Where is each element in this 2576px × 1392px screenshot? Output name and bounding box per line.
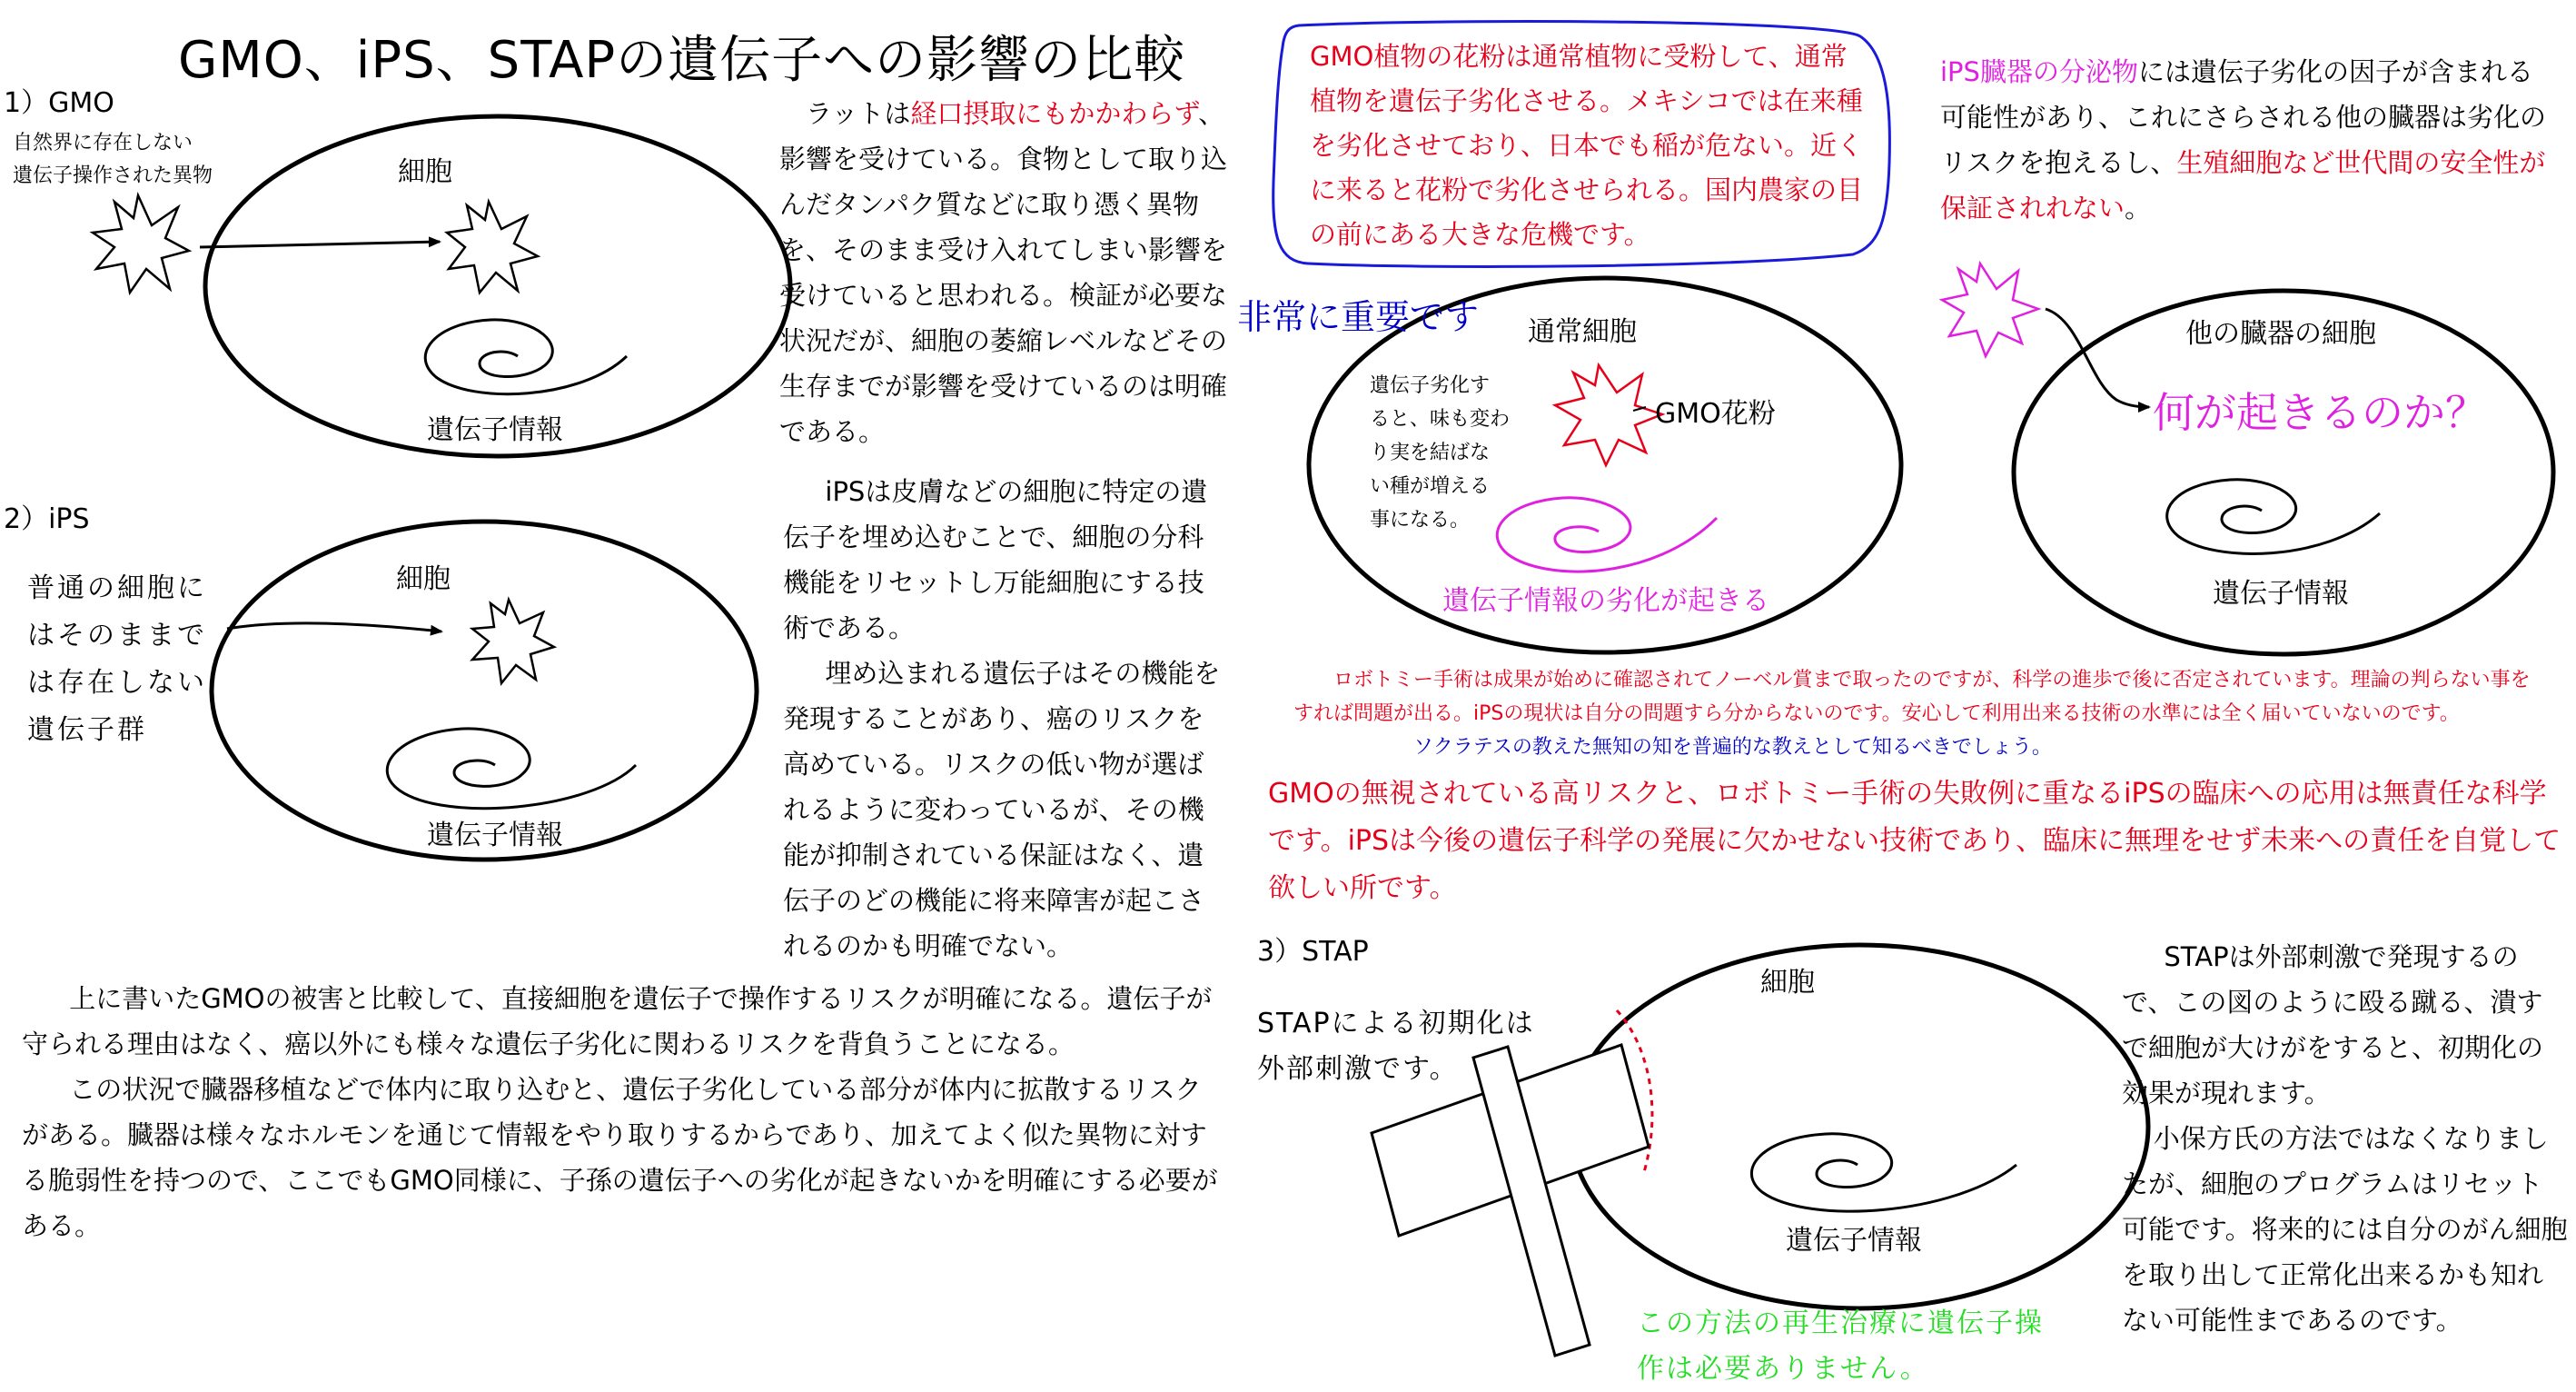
other-organ-cell-label: 他の臓器の細胞 (2185, 318, 2376, 350)
degraded-dna-spiral-icon (1497, 498, 1717, 572)
ips-gene-note-line: 遺伝子群 (27, 714, 147, 746)
ips-secretion-text-organ: iPS臓器の分泌物 (1940, 56, 2138, 87)
gmo-cell-label: 細胞 (398, 156, 452, 188)
degradation-effect-note-line: 遺伝子劣化す (1370, 374, 1491, 397)
gmo-dna-label: 遺伝子情報 (427, 414, 563, 446)
question-label: 何が起きるのか？ (2153, 388, 2487, 437)
ips-insert-arrow (227, 623, 441, 631)
conclusion-paragraph: GMOの無視されている高リスクと、ロボトミー手術の失敗例に重なるiPSの臨床への応用は無責任な科学です。iPSは今後の遺伝子科学の発展に欠かせない技術であり、臨床に無理をせず未来への責任を自覚して欲しい所です。 (1268, 778, 2561, 904)
foreign-matter-label-line: 遺伝子操作された異物 (13, 164, 213, 187)
ips-paragraph-2: 埋め込まれる遺伝子はその機能を発現することがあり、癌のリスクを高めている。リスクの低い物が選ばれるように変わっているが、その機能が抑制されている保証はなく、遺伝子のどの機能に将来障害が起こされるのかも明確でない。 (783, 658, 1221, 961)
section1-heading: 1）GMO (4, 87, 114, 119)
ips-gene-note-line: は存在しない (27, 667, 207, 699)
foreign-matter-label-line: 自然界に存在しない (13, 132, 193, 154)
bottom-paragraph-2: この状況で臓器移植などで体内に取り込むと、遺伝子劣化している部分が体内に拡散するリスクがある。臓器は様々なホルモンを通じて情報をやり取りするからであり、加えてよく似た異物に対する脆弱性を持つので、ここでもGMO同様に、子孫の遺伝子への劣化が起きないかを明確にする必要がある。 (22, 1074, 1218, 1241)
gmo-dna-spiral-icon (425, 320, 627, 394)
gmo-rat-text-1: ラットは (806, 98, 911, 129)
inserted-gene-star-icon (472, 600, 554, 683)
ips-dna-label: 遺伝子情報 (427, 820, 563, 851)
degradation-label: 遺伝子情報の劣化が起きる (1442, 585, 1769, 617)
important-label: 非常に重要です (1237, 297, 1480, 337)
stap-external-note (1257, 1001, 1535, 1092)
stap-paragraph-2: 小保方氏の方法ではなくなりましたが、細胞のプログラムはリセット可能です。将来的には自分のがん細胞を取り出して正常化出来るかも知れない可能性まであるのです。 (2122, 1123, 2568, 1336)
organ-dna-label: 遺伝子情報 (2213, 578, 2349, 610)
degradation-effect-note-line: ると、味も変わ (1370, 408, 1511, 431)
section3-heading: 3）STAP (1257, 936, 1369, 968)
ips-cell-label: 細胞 (396, 563, 451, 595)
ips-paragraph-1: iPSは皮膚などの細胞に特定の遺伝子を埋め込むことで、細胞の分科機能をリセットし万能細胞にする技術である。 (783, 476, 1208, 643)
ips-gene-note-line: 普通の細胞に (27, 572, 207, 604)
gmo-pollen-star-icon (1555, 365, 1662, 465)
stap-paragraph-1: STAPは外部刺激で発現するので、この図のように殴る蹴る、潰すで細胞が大けがをすると、初期化の効果が現れます。 (2122, 941, 2544, 1109)
gmo-rat-text-oral: 経口摂取にもかかわらず (910, 98, 1199, 129)
bottom-paragraph-1: 上に書いたGMOの被害と比較して、直接細胞を遺伝子で操作するリスクが明確になる。遺伝子が守られる理由はなく、癌以外にも様々な遺伝子劣化に関わるリスクを背負うことになる。 (22, 983, 1213, 1059)
gmo-pollen-label: GMO花粉 (1655, 398, 1776, 430)
foreign-matter-label (13, 127, 213, 193)
socrates-note-text: ソクラテスの教えた無知の知を普遍的な教えとして知るべきでしょう。 (1413, 736, 2052, 759)
gmo-entry-arrow (200, 242, 440, 247)
ips-dna-spiral-icon (387, 729, 636, 809)
section2-heading: 2）iPS (4, 503, 90, 535)
stap-external-note-line: STAPによる初期化は (1257, 1008, 1535, 1039)
degradation-effect-note-line: 事になる。 (1370, 509, 1471, 532)
lobotomy-note-text: ロボトミー手術は成果が始めに確認されてノーベル賞まで取ったのですが、科学の進歩で後に否定されています。理論の判らない事をすれば問題が出る。iPSの現状は自分の問題すら分からないのです。安心して利用出来る技術の水準には全く届いていないのです。 (1293, 669, 2531, 725)
gmo-rat-paragraph (779, 91, 1228, 454)
ips-secretion-text-1: には遺伝子劣化の因子が含まれる可能性があり、これにさらされる他の臓器は劣化のリスクを抱えるし、 (1940, 56, 2547, 178)
ips-secretion-text-germ: 生殖細胞など世代間の安全性が保証されれない (1940, 147, 2546, 224)
ips-secretion-text-end: 。 (2125, 193, 2152, 224)
foreign-matter-in-cell-star-icon (447, 202, 538, 293)
stap-cell-label: 細胞 (1760, 967, 1815, 999)
foreign-matter-star-icon (93, 195, 189, 293)
gmo-rat-text-2: 、影響を受けている。食物として取り込んだタンパク質などに取り憑く異物を、そのまま受け入れてしまい影響を受けていると思われる。検証が必要な状況だが、細胞の萎縮レベルなどその生存までが影響を受けているのは明確である。 (779, 98, 1228, 447)
page-title: GMO、iPS、STAPの遺伝子への影響の比較 (178, 31, 1186, 90)
degradation-effect-note-line: い種が増える (1370, 475, 1491, 498)
normal-cell-label: 通常細胞 (1528, 316, 1637, 348)
stap-green-note-line: この方法の再生治療に遺伝子操 (1637, 1307, 2044, 1339)
ips-secretion-paragraph (1940, 49, 2558, 231)
gmo-pollen-boxed-text: GMO植物の花粉は通常植物に受粉して、通常植物を遺伝子劣化させる。メキシコでは在来種を劣化させており、日本でも稲が危ない。近くに来ると花粉で劣化させられる。国内農家の目の前にある大きな危機です。 (1310, 41, 1864, 250)
degradation-effect-note (1370, 369, 1510, 537)
stap-external-note-line: 外部刺激です。 (1257, 1053, 1459, 1085)
stap-dna-label: 遺伝子情報 (1786, 1225, 1922, 1257)
organ-dna-spiral-icon (2167, 480, 2380, 554)
gmo-cell-ellipse (205, 116, 790, 456)
stap-green-note-line: 作は必要ありません。 (1637, 1353, 1929, 1385)
ips-gene-note-line: はそのままで (27, 620, 207, 651)
stap-dna-spiral-icon (1751, 1134, 2016, 1211)
secretion-star-icon (1942, 263, 2038, 356)
ips-gene-note (27, 565, 207, 754)
degradation-effect-note-line: り実を結ばな (1370, 442, 1491, 464)
lobotomy-note (1293, 663, 2547, 764)
stap-green-note (1637, 1301, 2044, 1392)
